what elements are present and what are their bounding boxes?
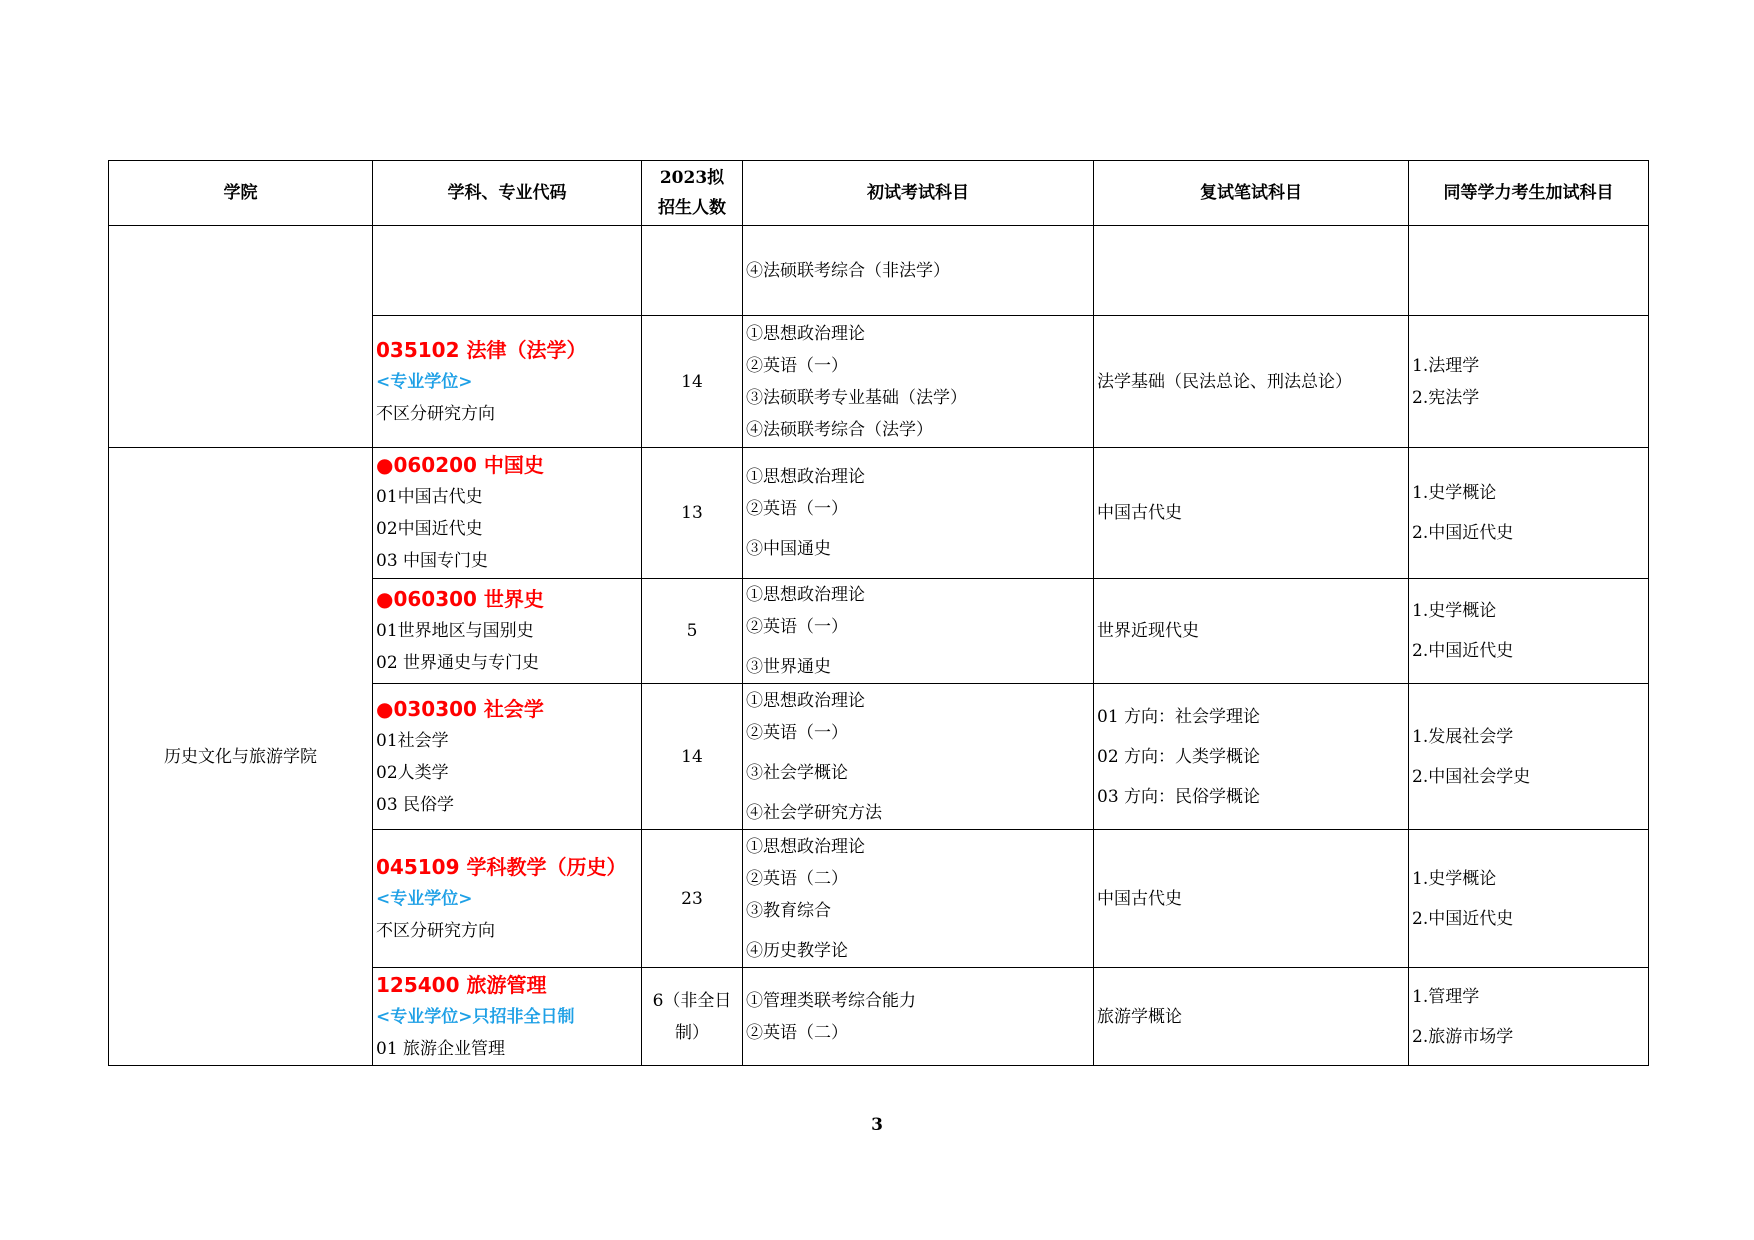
- enroll-line1: 6（非全日: [652, 990, 732, 1011]
- prelim-cell: [743, 226, 1094, 316]
- retest-item: 中国古代史: [1097, 888, 1182, 909]
- direction: 01 旅游企业管理: [376, 1038, 506, 1059]
- extra-item: 2.中国近代史: [1412, 908, 1514, 929]
- table-row: [109, 226, 1649, 316]
- major-cell: [373, 226, 642, 316]
- college-cell: [109, 226, 373, 448]
- direction: 02 世界通史与专门史: [376, 653, 540, 673]
- header-retest: 复试笔试科目: [1094, 161, 1409, 226]
- direction: 03 民俗学: [376, 794, 455, 815]
- prelim-cell: [743, 448, 1094, 579]
- extra-cell: [1409, 968, 1649, 1066]
- direction: 01社会学: [376, 730, 449, 751]
- extra-item: 1.史学概论: [1412, 483, 1497, 503]
- major-code: 035102 法律（法学）: [376, 337, 587, 362]
- prelim-cell: [743, 968, 1094, 1066]
- major-cell: [373, 684, 642, 830]
- direction: 01世界地区与国别史: [376, 621, 534, 641]
- prelim-item: ④历史教学论: [746, 940, 848, 961]
- retest-cell: [1094, 579, 1409, 684]
- prelim-item: ④法硕联考综合（法学）: [746, 419, 933, 440]
- prelim-item: ②英语（二）: [746, 868, 848, 889]
- retest-cell: [1094, 968, 1409, 1066]
- enroll-cell: [642, 968, 743, 1066]
- direction: 不区分研究方向: [376, 403, 495, 424]
- table-row: [109, 448, 1649, 579]
- prelim-item: ③世界通史: [746, 657, 831, 677]
- extra-cell: [1409, 579, 1649, 684]
- extra-item: 1.发展社会学: [1412, 726, 1514, 747]
- header-enroll-line2: 招生人数: [658, 198, 726, 218]
- prelim-item: ④社会学研究方法: [746, 802, 882, 823]
- enroll-cell: 14: [642, 316, 743, 448]
- retest-cell: [1094, 684, 1409, 830]
- header-extra: 同等学力考生加试科目: [1409, 161, 1649, 226]
- direction: 03 中国专门史: [376, 551, 489, 571]
- page-number: 3: [871, 1115, 883, 1135]
- major-code: 045109 学科教学（历史）: [376, 854, 627, 879]
- retest-cell: [1094, 448, 1409, 579]
- retest-item: 法学基础（民法总论、刑法总论）: [1097, 371, 1352, 392]
- prelim-item: ①思想政治理论: [746, 690, 865, 711]
- major-cell: [373, 579, 642, 684]
- extra-item: 1.法理学: [1412, 355, 1480, 376]
- prelim-item: ③中国通史: [746, 539, 831, 559]
- header-enroll: [642, 161, 743, 226]
- enroll-cell: 5: [642, 579, 743, 684]
- header-row: [109, 161, 1649, 226]
- retest-item: 02 方向：人类学概论: [1097, 746, 1261, 767]
- extra-item: 2.中国近代史: [1412, 641, 1514, 661]
- extra-item: 2.中国社会学史: [1412, 766, 1531, 787]
- major-cell: [373, 830, 642, 968]
- major-code: 125400 旅游管理: [376, 972, 547, 997]
- retest-item: 世界近现代史: [1097, 621, 1199, 641]
- header-college: 学院: [109, 161, 373, 226]
- prelim-item: ②英语（一）: [746, 722, 848, 743]
- retest-item: 中国古代史: [1097, 503, 1182, 523]
- extra-item: 2.中国近代史: [1412, 523, 1514, 543]
- prelim-item: ③社会学概论: [746, 762, 848, 783]
- direction: 02中国近代史: [376, 519, 483, 539]
- prelim-item: ③教育综合: [746, 900, 831, 921]
- prelim-item: ③法硕联考专业基础（法学）: [746, 387, 967, 408]
- enroll-cell: 13: [642, 448, 743, 579]
- major-code: ●030300 社会学: [376, 696, 544, 721]
- degree-type: <专业学位>: [376, 371, 473, 392]
- extra-cell: [1409, 316, 1649, 448]
- retest-item: 03 方向：民俗学概论: [1097, 786, 1261, 807]
- prelim-cell: [743, 830, 1094, 968]
- prelim-item: ①思想政治理论: [746, 467, 865, 487]
- retest-cell: [1094, 316, 1409, 448]
- extra-item: 1.史学概论: [1412, 868, 1497, 889]
- extra-cell: [1409, 226, 1649, 316]
- enroll-cell: 23: [642, 830, 743, 968]
- extra-item: 1.管理学: [1412, 986, 1480, 1007]
- enroll-cell: 14: [642, 684, 743, 830]
- major-cell: [373, 448, 642, 579]
- prelim-item: ①思想政治理论: [746, 836, 865, 857]
- prelim-item: ①思想政治理论: [746, 585, 865, 605]
- major-code: ●060200 中国史: [376, 453, 544, 477]
- prelim-item: ①管理类联考综合能力: [746, 990, 916, 1011]
- retest-item: 01 方向：社会学理论: [1097, 706, 1261, 727]
- retest-cell: [1094, 226, 1409, 316]
- prelim-item: ②英语（一）: [746, 617, 848, 637]
- degree-type: <专业学位>: [376, 888, 473, 909]
- extra-cell: [1409, 448, 1649, 579]
- prelim-item: ④法硕联考综合（非法学）: [746, 260, 950, 281]
- degree-type: <专业学位>只招非全日制: [376, 1006, 575, 1027]
- enrollment-table: [108, 160, 1649, 1066]
- prelim-cell: [743, 316, 1094, 448]
- header-prelim: 初试考试科目: [743, 161, 1094, 226]
- enroll-cell: [642, 226, 743, 316]
- major-cell: [373, 968, 642, 1066]
- major-code: ●060300 世界史: [376, 587, 544, 611]
- prelim-cell: [743, 579, 1094, 684]
- header-major-code: 学科、专业代码: [373, 161, 642, 226]
- extra-item: 2.旅游市场学: [1412, 1026, 1514, 1047]
- retest-cell: [1094, 830, 1409, 968]
- prelim-item: ②英语（一）: [746, 499, 848, 519]
- prelim-cell: [743, 684, 1094, 830]
- enroll-line2: 制）: [675, 1022, 709, 1043]
- extra-item: 2.宪法学: [1412, 387, 1480, 408]
- header-enroll-line1: 2023拟: [659, 168, 725, 188]
- retest-item: 旅游学概论: [1097, 1006, 1182, 1027]
- direction: 01中国古代史: [376, 487, 483, 507]
- prelim-item: ②英语（二）: [746, 1022, 848, 1043]
- prelim-item: ①思想政治理论: [746, 323, 865, 344]
- college-cell: 历史文化与旅游学院: [109, 448, 373, 1066]
- direction: 02人类学: [376, 762, 449, 783]
- extra-cell: [1409, 830, 1649, 968]
- direction: 不区分研究方向: [376, 920, 495, 941]
- extra-cell: [1409, 684, 1649, 830]
- major-cell: [373, 316, 642, 448]
- prelim-item: ②英语（一）: [746, 355, 848, 376]
- extra-item: 1.史学概论: [1412, 601, 1497, 621]
